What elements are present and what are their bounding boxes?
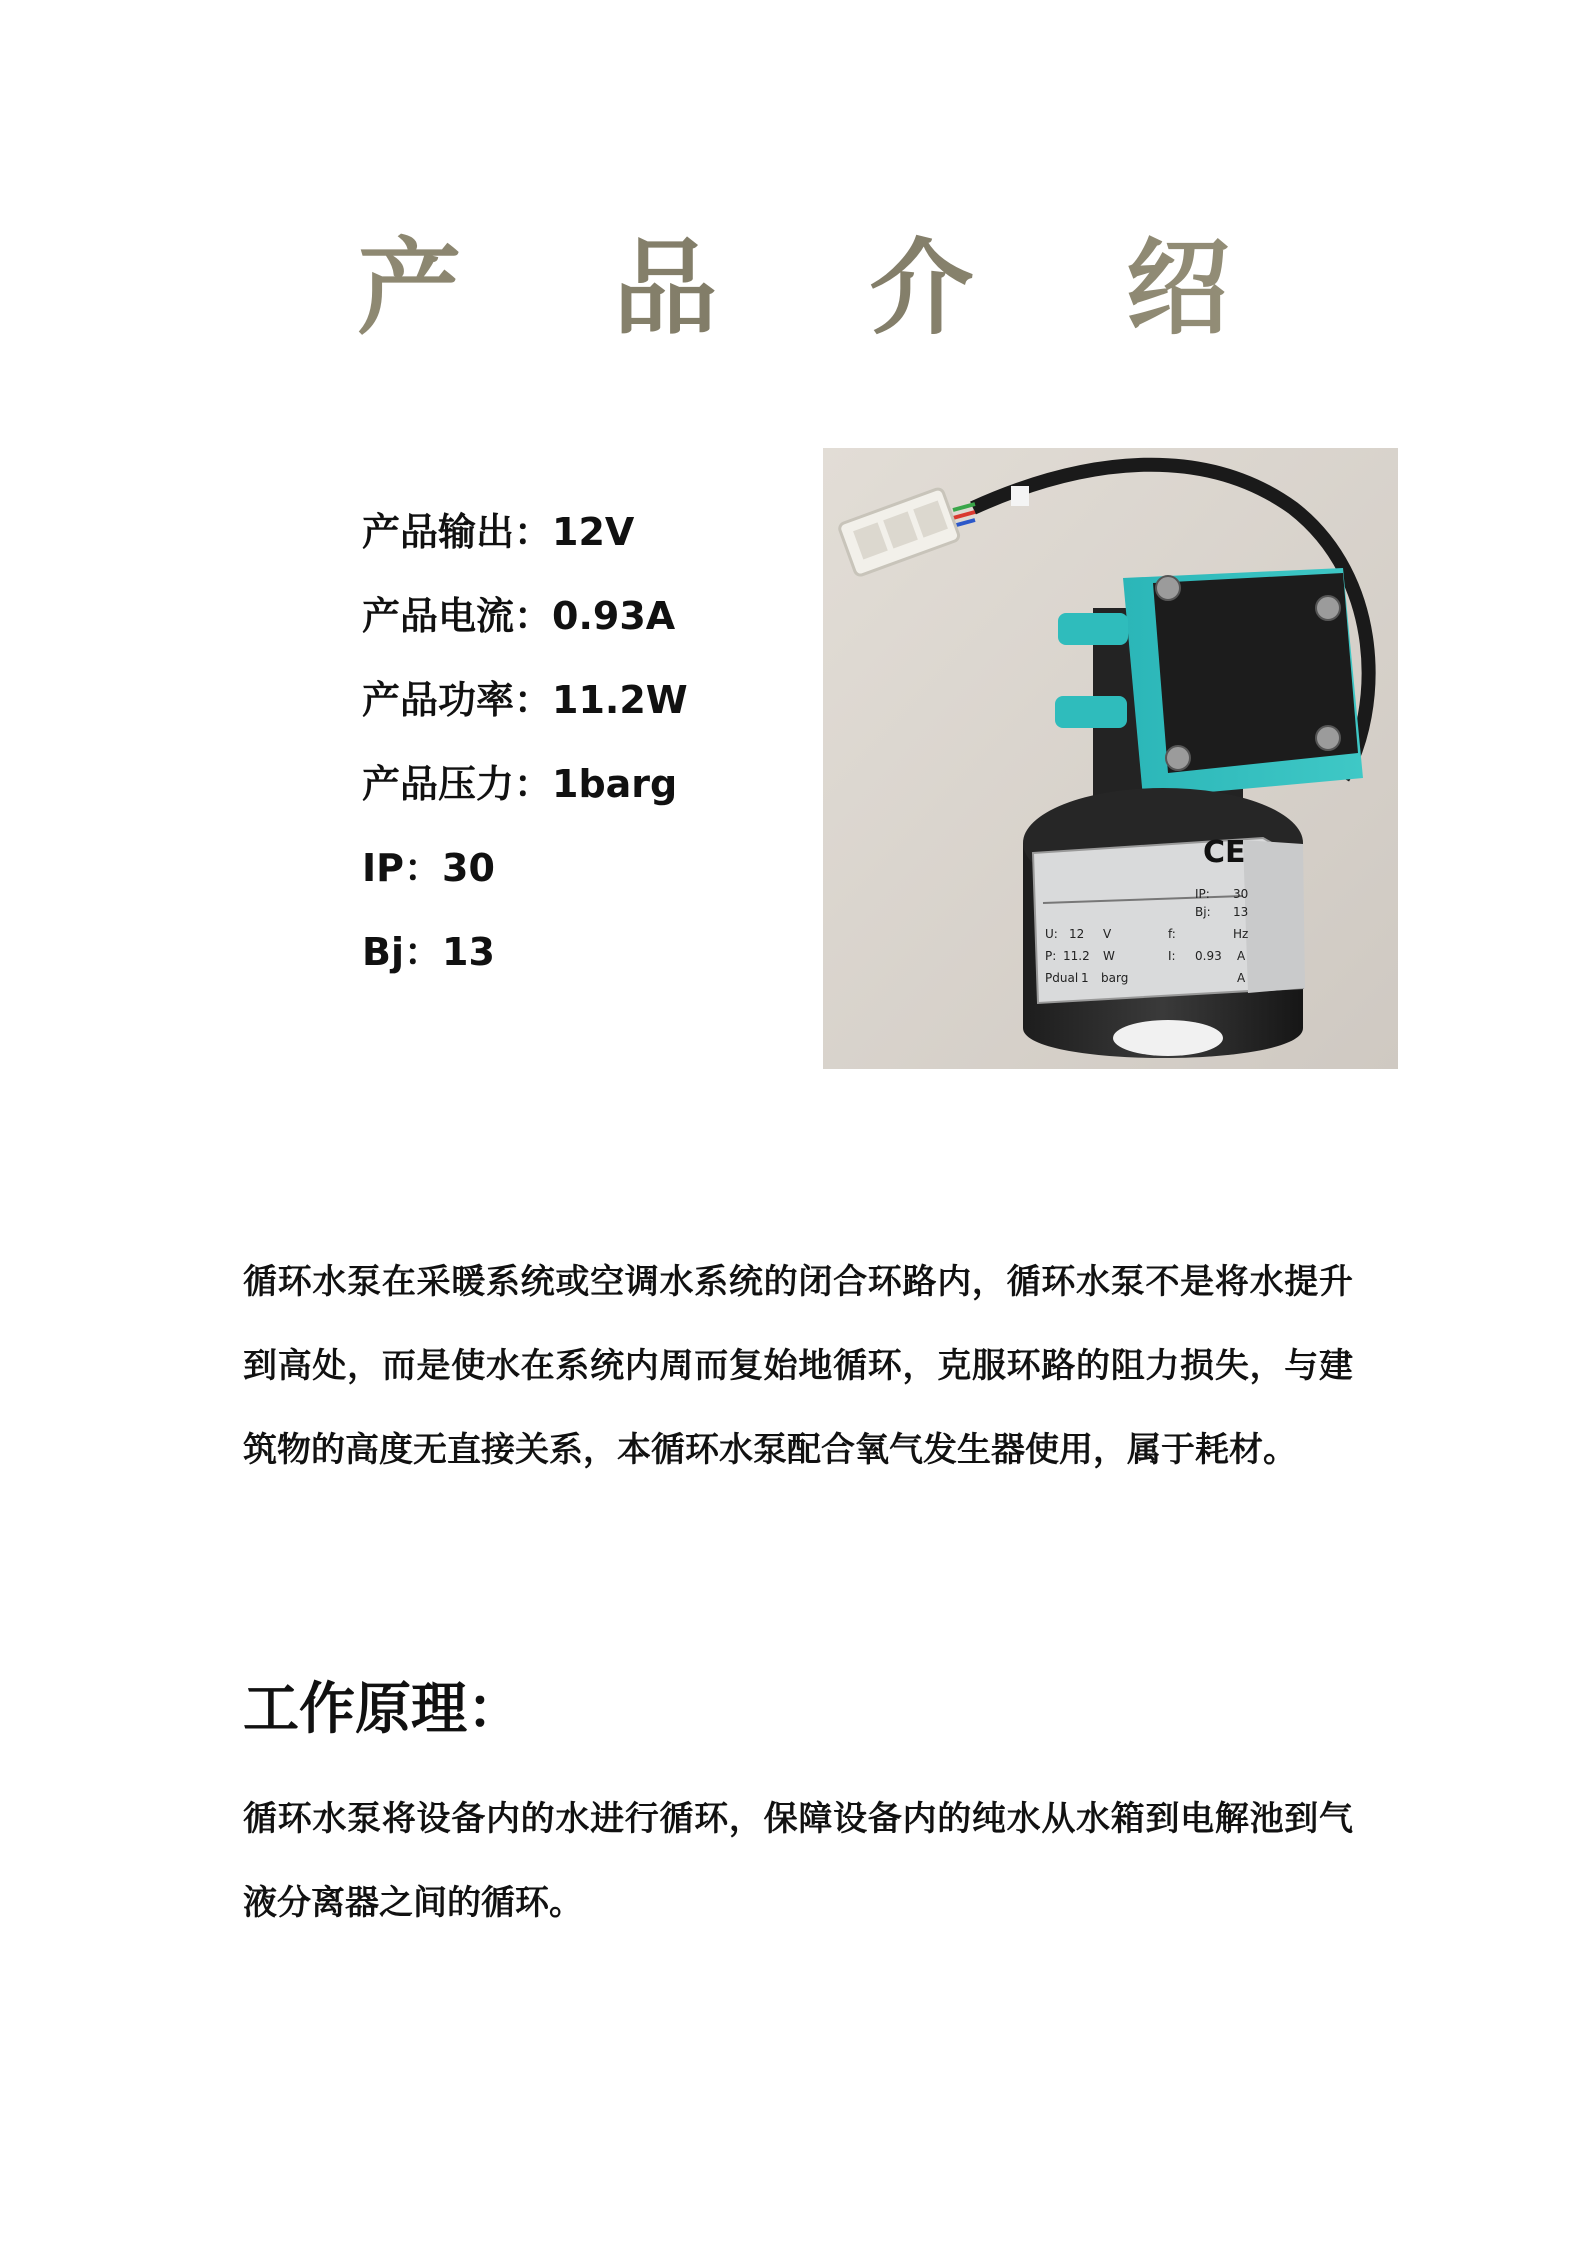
ce-mark: CE: [1203, 835, 1246, 870]
plate-bj-label: Bj:: [1195, 905, 1211, 919]
plate-pdual-label: Pdual: [1045, 971, 1079, 985]
plate-p-value: 11.2: [1063, 949, 1090, 963]
plate-f-label: f:: [1168, 927, 1176, 941]
outlet-nozzle: [1055, 696, 1127, 728]
spec-label: 产品输出：: [362, 510, 553, 554]
spec-value: 0.93A: [552, 594, 676, 638]
product-photo: [823, 448, 1398, 1069]
section-heading-working-principle: 工作原理：: [243, 1677, 523, 1742]
spec-value: 11.2W: [552, 678, 688, 722]
plate-u-value: 12: [1069, 927, 1085, 941]
spec-bj: [362, 910, 792, 994]
spec-current: [362, 574, 792, 658]
spec-list: [362, 490, 792, 994]
plate-pdual-value: 1: [1081, 971, 1089, 985]
screw: [1316, 596, 1340, 620]
spec-value: 13: [442, 930, 495, 974]
plate-bj-value: 13: [1233, 905, 1249, 919]
plate-ip-value: 30: [1233, 887, 1249, 901]
plate-p-unit: W: [1103, 949, 1115, 963]
plate-u-label: U:: [1045, 927, 1058, 941]
inlet-nozzle: [1058, 613, 1128, 645]
spec-label: 产品压力：: [362, 762, 553, 806]
base-label: [1113, 1020, 1223, 1056]
plate-f-unit: Hz: [1233, 927, 1249, 941]
spec-power: [362, 658, 792, 742]
rating-plate-side: [1243, 840, 1305, 993]
spec-label: IP：: [362, 846, 442, 890]
plate-pdual-unit: barg: [1101, 971, 1129, 985]
intro-paragraph: 循环水泵在采暖系统或空调水系统的闭合环路内，循环水泵不是将水提升到高处，而是使水在系统内周而复始地循环，克服环路的阻力损失，与建筑物的高度无直接关系，本循环水泵配合氧气发生器使用，属于耗材。: [243, 1262, 1353, 1470]
screw: [1166, 746, 1190, 770]
spec-ip: [362, 826, 792, 910]
plate-i-label: I:: [1168, 949, 1176, 963]
screw: [1316, 726, 1340, 750]
plate-i-unit: A: [1237, 949, 1246, 963]
plate-u-unit: V: [1103, 927, 1112, 941]
principle-paragraph: 循环水泵将设备内的水进行循环，保障设备内的纯水从水箱到电解池到气液分离器之间的循环。: [243, 1799, 1353, 1923]
pump-illustration: [823, 448, 1398, 1069]
spec-value: 30: [442, 846, 495, 890]
spec-label: 产品电流：: [362, 594, 553, 638]
plate-i-value: 0.93: [1195, 949, 1222, 963]
spec-value: 1barg: [552, 762, 678, 806]
page-title: 产 品 介 绍: [0, 218, 1587, 358]
screw: [1156, 576, 1180, 600]
plate-a-unit: A: [1237, 971, 1246, 985]
spec-label: Bj：: [362, 930, 442, 974]
plate-ip-label: IP:: [1195, 887, 1210, 901]
spec-value: 12V: [552, 510, 635, 554]
spec-label: 产品功率：: [362, 678, 553, 722]
spec-pressure: [362, 742, 792, 826]
spec-output: [362, 490, 792, 574]
plate-p-label: P:: [1045, 949, 1057, 963]
cable-label-tag: [1011, 486, 1029, 506]
